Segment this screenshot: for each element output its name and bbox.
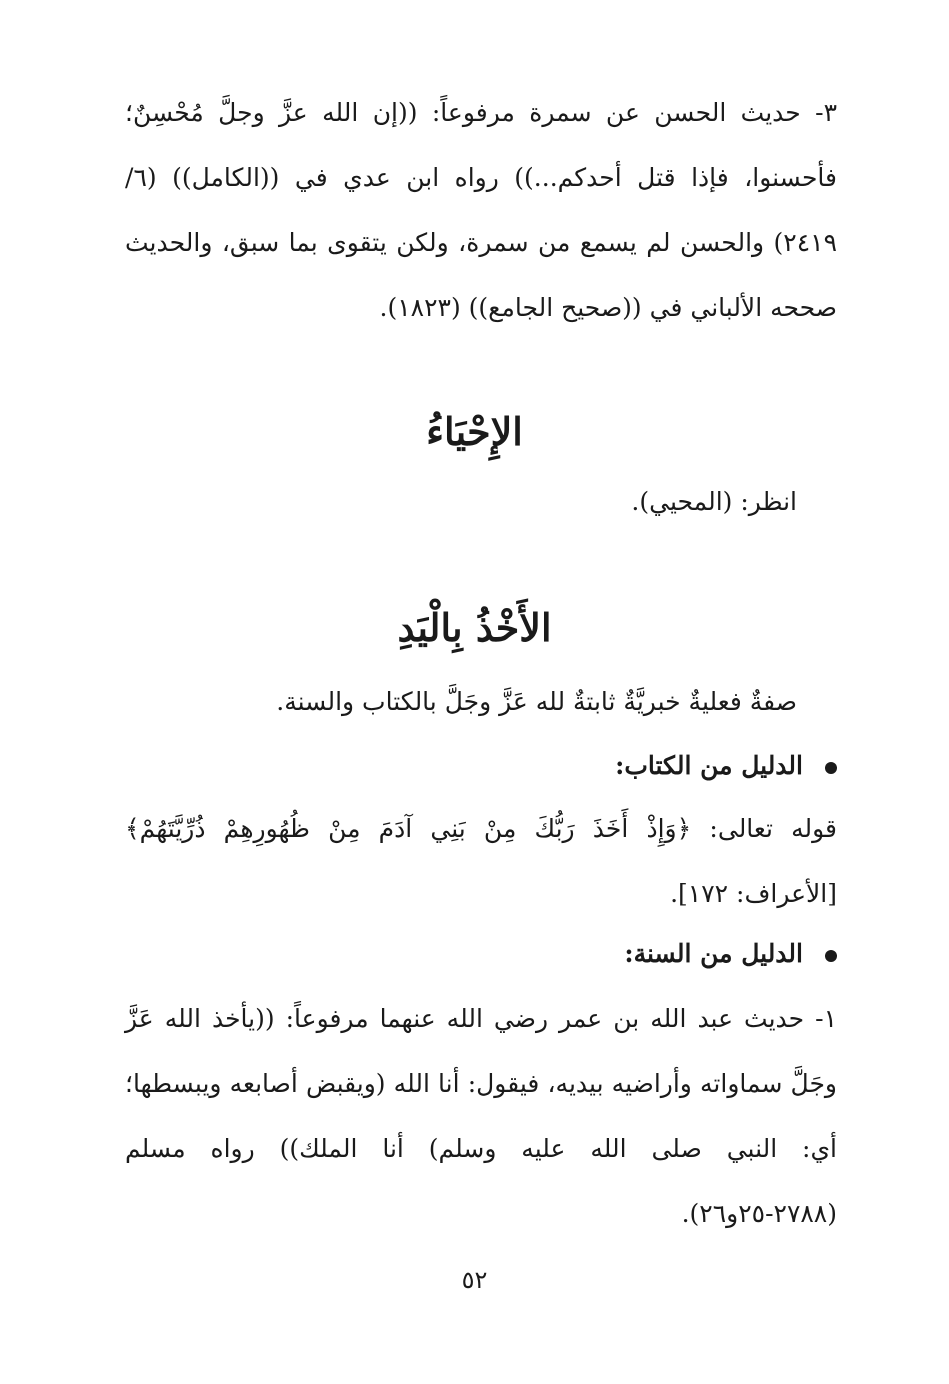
- bullet-evidence-sunnah-label: الدليل من السنة:: [624, 939, 803, 968]
- bullet-evidence-sunnah: [624, 934, 837, 974]
- definition-line: صفةٌ فعليةٌ خبريَّةٌ ثابتةٌ لله عَزَّ وجَلَّ بالكتاب والسنة.: [276, 687, 797, 716]
- bullet-dot-icon: [825, 762, 837, 774]
- section-heading-akhdh: الأَخْذُ بِالْيَدِ: [397, 605, 552, 650]
- see-also-line: انظر: (المحيي).: [631, 487, 797, 516]
- section-heading-ihya: الإِحْيَاءُ: [426, 409, 523, 454]
- quran-verse-paragraph: قوله تعالى: ﴿وَإِذْ أَخَذَ رَبُّكَ مِنْ بَنِي آدَمَ مِنْ ظُهُورِهِمْ ذُرِّيَّتَهُمْ﴾ [الأعراف: ١٧٢].: [125, 814, 837, 908]
- paragraph-hadith-1: ١- حديث عبد الله بن عمر رضي الله عنهما مرفوعاً: ((يأخذ الله عَزَّ وجَلَّ سماواته وأراضيه بيديه، فيقول: أنا الله (ويقبض أصابعه ويبسطها؛ أي: النبي صلى الله عليه وسلم) أنا الملك)) رواه مسلم (٢٧٨٨-٢٥و٢٦).: [125, 1004, 837, 1228]
- bullet-evidence-book: [615, 746, 837, 786]
- page-number: ٥٢: [461, 1266, 488, 1294]
- bullet-dot-icon: [825, 950, 837, 962]
- paragraph-hadith-3: ٣- حديث الحسن عن سمرة مرفوعاً: ((إن الله عزَّ وجلَّ مُحْسِنٌ؛ فأحسنوا، فإذا قتل أحدكم...)) رواه ابن عدي في ((الكامل)) (٦/ ٢٤١٩) والحسن لم يسمع من سمرة، ولكن يتقوى بما سبق، والحديث صححه الألباني في ((صحيح الجامع)) (١٨٢٣).: [125, 98, 837, 322]
- bullet-evidence-book-label: الدليل من الكتاب:: [615, 751, 803, 780]
